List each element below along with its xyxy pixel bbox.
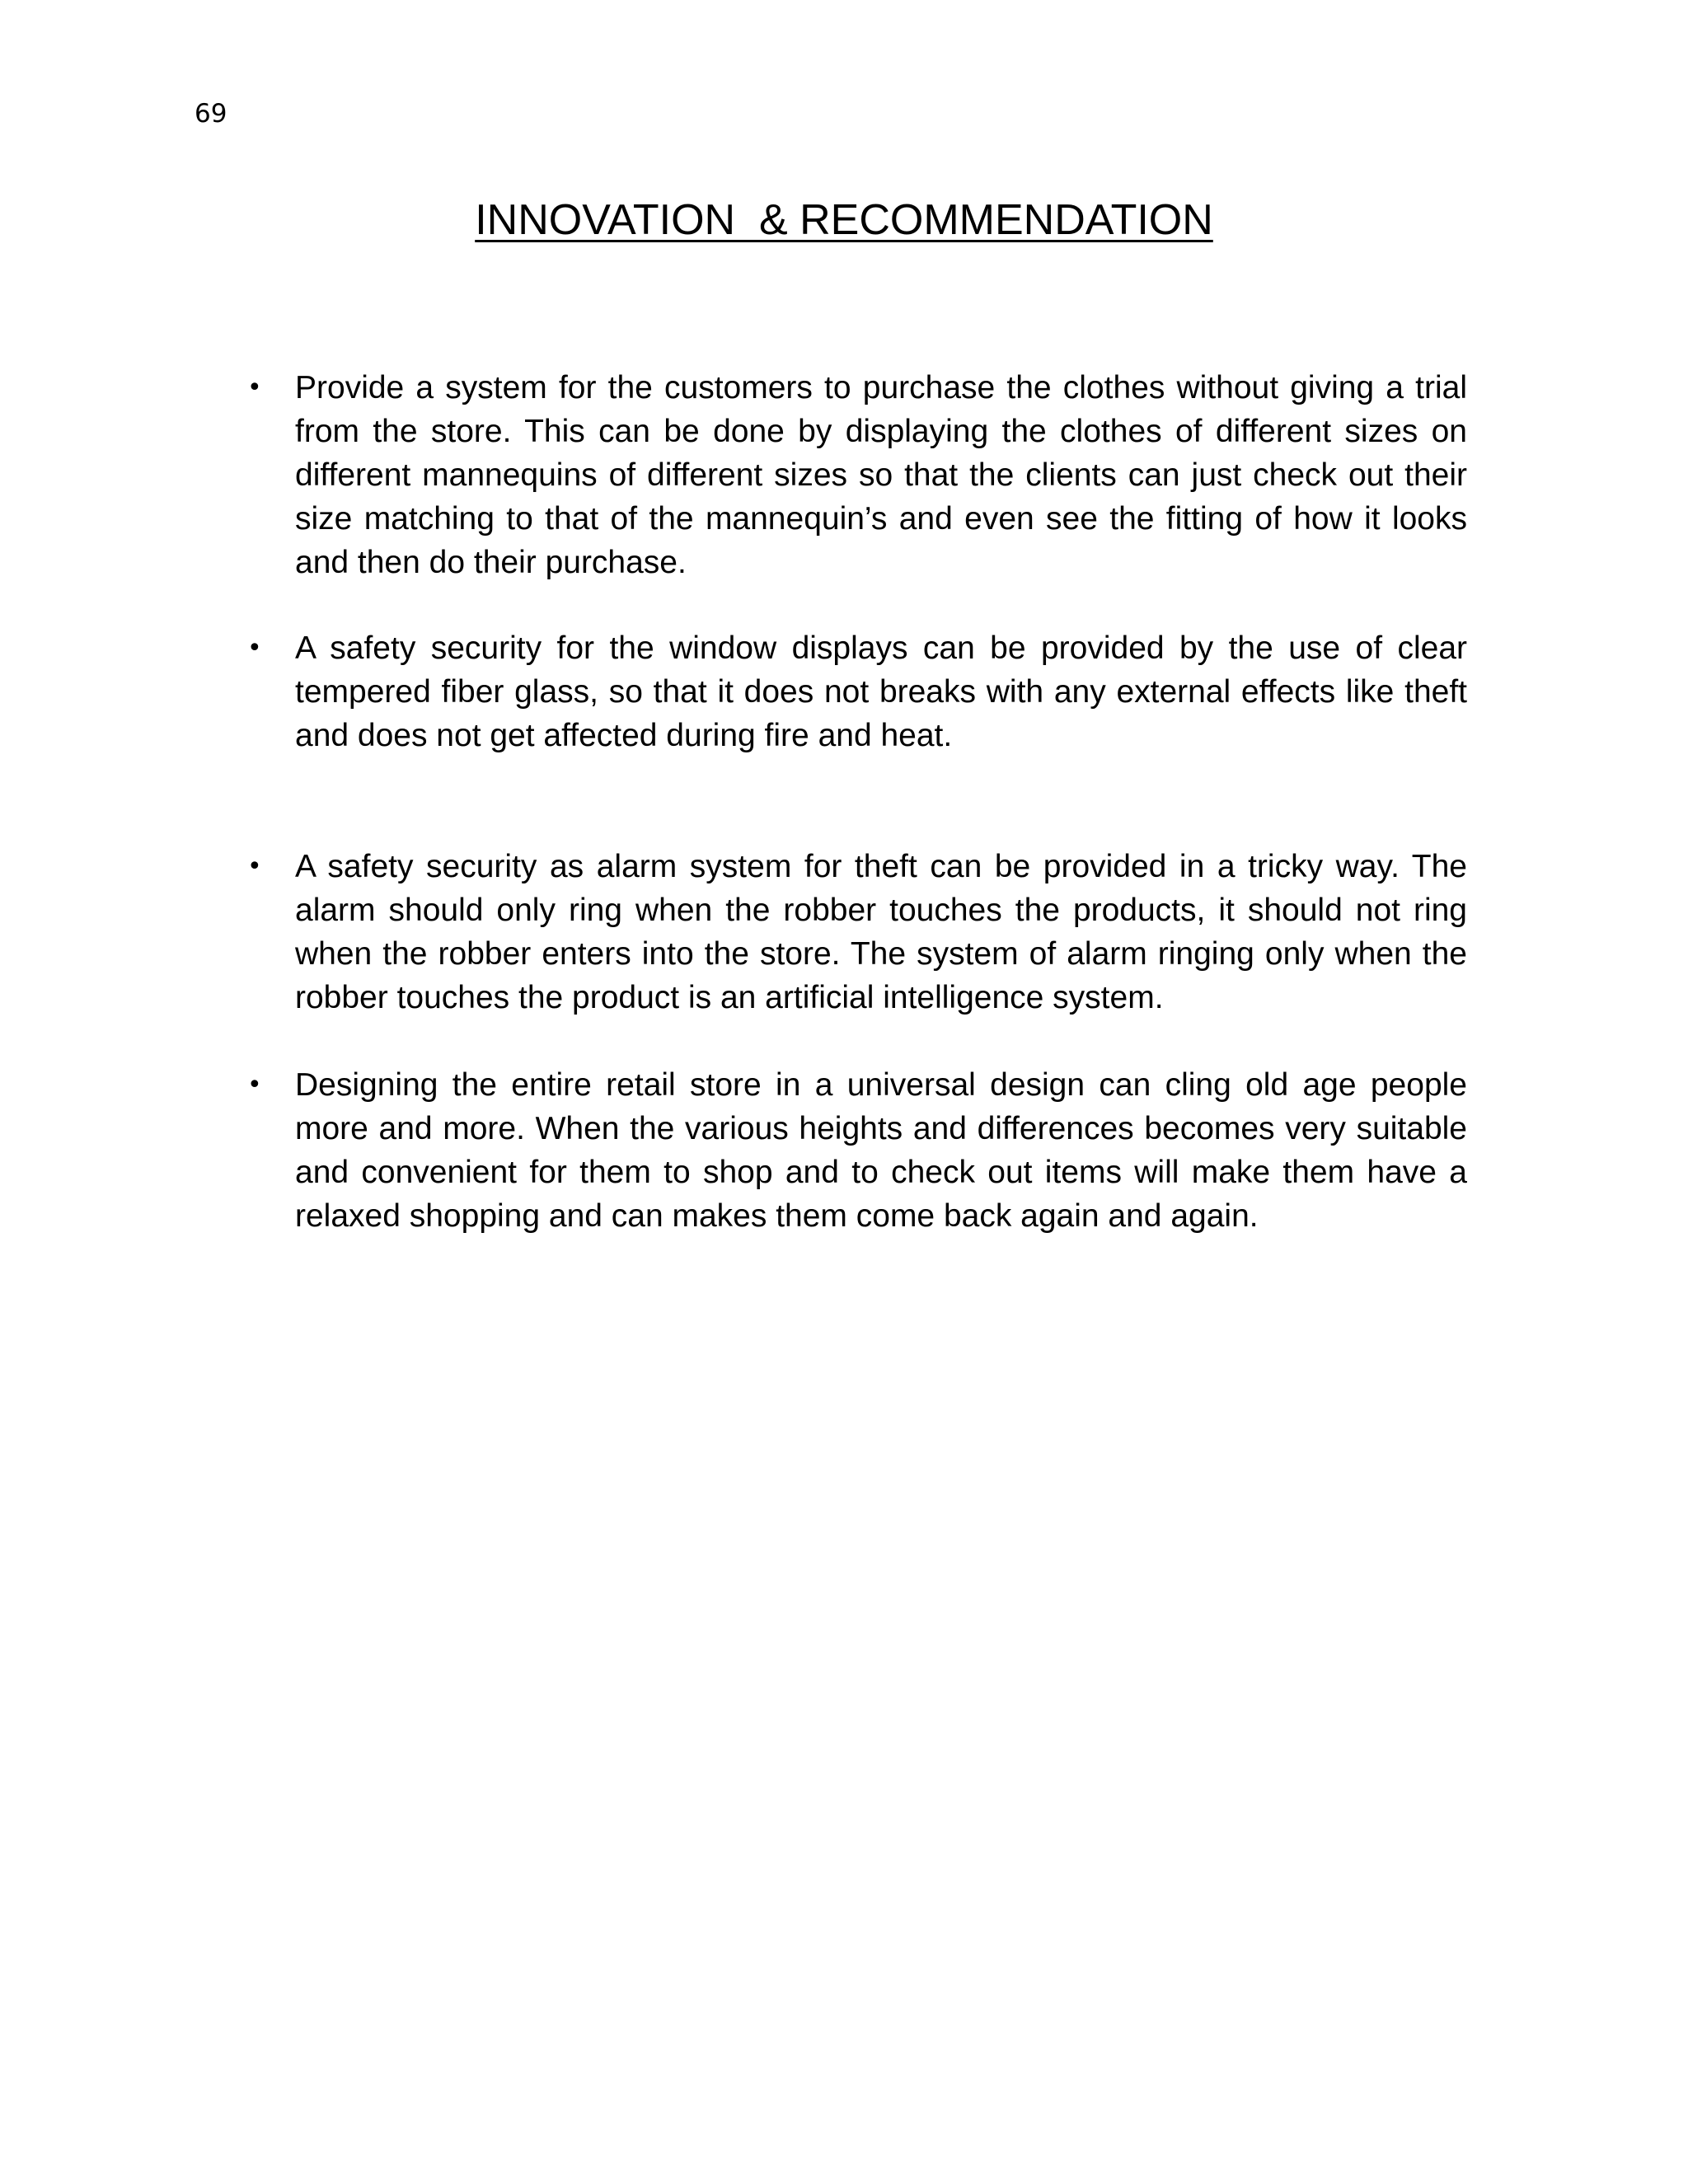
bullet-icon: • <box>247 373 262 402</box>
page-number: 69 <box>195 99 227 129</box>
recommendation-text: Designing the entire retail store in a universal design can cling old age people more and more. When the various heights and differences becomes very suitable and convenient for them to shop and to check out items will make them have a relaxed shopping and can makes them come back again and again. <box>295 1067 1467 1234</box>
bullet-icon: • <box>247 852 262 881</box>
bullet-icon: • <box>247 1071 262 1099</box>
page-title-text: INNOVATION & RECOMMENDATION <box>475 196 1213 244</box>
bullet-icon: • <box>247 634 262 663</box>
recommendation-text: A safety security for the window displays can be provided by the use of clear tempered fiber glass, so that it does not breaks with any external effects like theft and does not get affected during fire and heat. <box>295 630 1467 753</box>
recommendation-text: Provide a system for the customers to purchase the clothes without giving a trial from the store. This can be done by displaying the clothes of different sizes on different mannequins of different sizes so that the clients can just check out their size matching to that of the mannequin’s and even see the fitting of how it looks and then do their purchase. <box>295 370 1467 580</box>
recommendation-text: A safety security as alarm system for theft can be provided in a tricky way. The alarm should only ring when the robber touches the products, it should not ring when the robber enters into the store. The system of alarm ringing only when the robber touches the product is an artificial intelligence system. <box>295 849 1467 1015</box>
